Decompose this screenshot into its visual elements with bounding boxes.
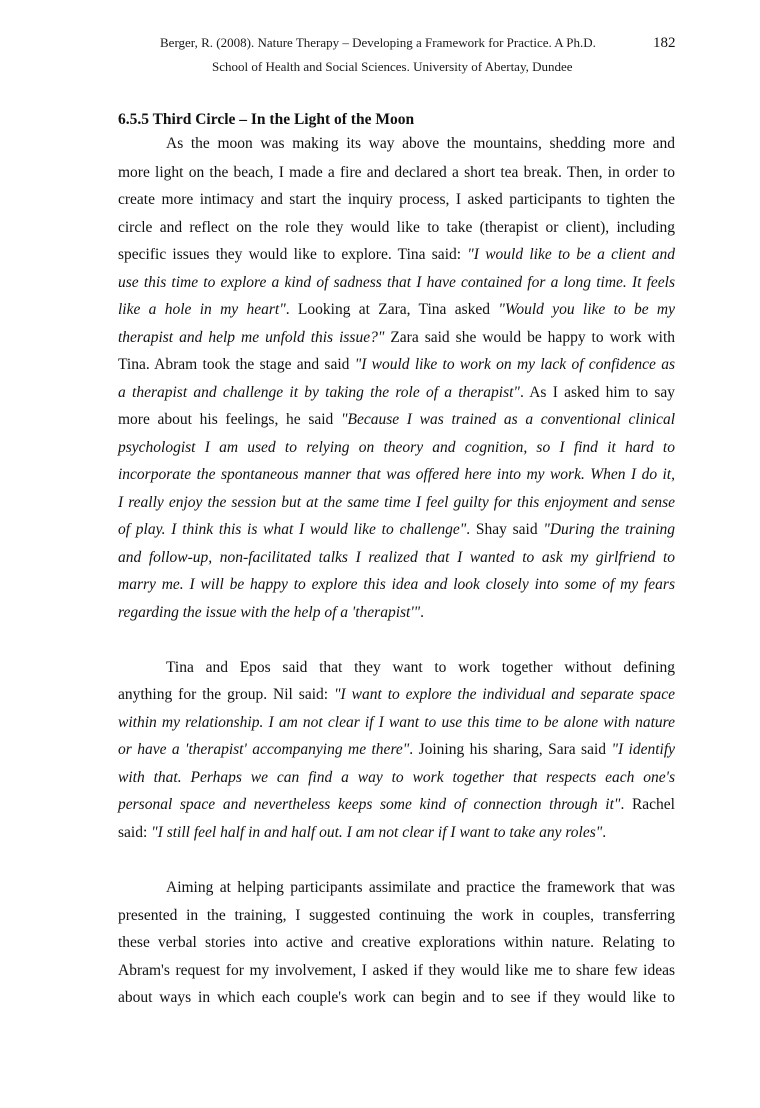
italic-quote-run: "I would like to work on my lack of confidence as bbox=[354, 356, 675, 373]
section-heading: 6.5.5 Third Circle – In the Light of the Moon bbox=[118, 111, 415, 128]
italic-quote-run: or have a 'therapist' accompanying me there" bbox=[118, 741, 410, 758]
italic-quote-run: marry me. I will be happy to explore this idea and look closely into some of my fears bbox=[118, 576, 675, 593]
text-line bbox=[118, 906, 675, 926]
text-line bbox=[118, 218, 675, 238]
italic-quote-run: of play. I think this is what I would like to challenge" bbox=[118, 521, 467, 538]
text-run: . Looking at Zara, Tina asked bbox=[285, 301, 499, 318]
text-line bbox=[118, 988, 675, 1008]
text-line bbox=[118, 795, 675, 815]
text-line bbox=[118, 328, 675, 348]
text-line bbox=[118, 163, 675, 183]
text-line bbox=[118, 493, 675, 513]
text-line bbox=[118, 245, 675, 265]
text-line bbox=[118, 933, 675, 953]
text-run: . As I asked him to say bbox=[519, 384, 676, 401]
text-line bbox=[118, 520, 675, 540]
text-run: anything for the group. Nil said: bbox=[118, 686, 334, 703]
text-line bbox=[118, 740, 675, 760]
text-run: specific issues they would like to explore. Tina said: bbox=[118, 246, 468, 263]
italic-quote-run: "I identify bbox=[611, 741, 676, 758]
italic-quote-run: with that. Perhaps we can find a way to work together that respects each one's bbox=[118, 769, 675, 786]
text-run: . bbox=[602, 824, 607, 841]
text-line bbox=[118, 685, 675, 705]
text-run: . Rachel bbox=[620, 796, 675, 813]
text-line bbox=[118, 438, 675, 458]
text-run: presented in the training, I suggested continuing the work in couples, transferring bbox=[118, 907, 675, 924]
italic-quote-run: use this time to explore a kind of sadness that I have contained for a long time. It feels bbox=[118, 274, 675, 291]
text-line bbox=[166, 878, 675, 898]
text-run: create more intimacy and start the inquiry process, I asked participants to tighten the bbox=[118, 191, 675, 208]
italic-quote-run: and follow-up, non-facilitated talks I realized that I wanted to ask my girlfriend to bbox=[118, 549, 675, 566]
text-run: about ways in which each couple's work can begin and to see if they would like to bbox=[118, 989, 675, 1006]
italic-quote-run: psychologist I am used to relying on theory and cognition, so I find it hard to bbox=[118, 439, 675, 456]
italic-quote-run: "I would like to be a client and bbox=[467, 246, 675, 263]
italic-quote-run: I really enjoy the session but at the same time I feel guilty for this enjoyment and sense bbox=[118, 494, 675, 511]
italic-quote-run: "Would you like to be my bbox=[498, 301, 675, 318]
text-run: . Joining his sharing, Sara said bbox=[409, 741, 612, 758]
text-run: Abram's request for my involvement, I asked if they would like me to share few ideas bbox=[118, 962, 675, 979]
text-line bbox=[118, 300, 675, 320]
text-line bbox=[118, 548, 675, 568]
text-line bbox=[118, 465, 675, 485]
citation-header: Berger, R. (2008). Nature Therapy – Developing a Framework for Practice. A Ph.D. bbox=[160, 35, 596, 50]
text-line bbox=[118, 273, 675, 293]
text-line bbox=[118, 713, 675, 733]
italic-quote-run: incorporate the spontaneous manner that was offered here into my work. When I do it, bbox=[118, 466, 675, 483]
text-run: As the moon was making its way above the mountains, shedding more and bbox=[166, 135, 675, 152]
text-run: Zara said she would be happy to work with bbox=[384, 329, 676, 346]
text-line bbox=[118, 190, 675, 210]
italic-quote-run: therapist and help me unfold this issue?" bbox=[118, 329, 385, 346]
text-run: circle and reflect on the role they would like to take (therapist or client), including bbox=[118, 219, 675, 236]
institution-header: School of Health and Social Sciences. University of Abertay, Dundee bbox=[212, 59, 573, 74]
text-line bbox=[118, 823, 675, 843]
text-line bbox=[118, 603, 675, 623]
italic-quote-run: like a hole in my heart" bbox=[118, 301, 286, 318]
text-run: more about his feelings, he said bbox=[118, 411, 341, 428]
text-line bbox=[118, 961, 675, 981]
text-run: . Shay said bbox=[466, 521, 544, 538]
text-run: . bbox=[420, 604, 425, 621]
italic-quote-run: within my relationship. I am not clear if I want to use this time to be alone with nature bbox=[118, 714, 675, 731]
text-line bbox=[118, 383, 675, 403]
text-line bbox=[166, 134, 675, 154]
text-line bbox=[118, 768, 675, 788]
italic-quote-run: "During the training bbox=[543, 521, 676, 538]
italic-quote-run: regarding the issue with the help of a 'therapist'" bbox=[118, 604, 421, 621]
italic-quote-run: "Because I was trained as a conventional clinical bbox=[340, 411, 676, 428]
text-line bbox=[166, 658, 675, 678]
text-line bbox=[118, 410, 675, 430]
italic-quote-run: "I want to explore the individual and separate space bbox=[334, 686, 675, 703]
page-number: 182 bbox=[653, 35, 676, 51]
text-run: Tina. Abram took the stage and said bbox=[118, 356, 355, 373]
text-run: more light on the beach, I made a fire and declared a short tea break. Then, in order to bbox=[118, 164, 675, 181]
text-line bbox=[118, 355, 675, 375]
text-run: these verbal stories into active and creative explorations within nature. Relating to bbox=[118, 934, 675, 951]
italic-quote-run: "I still feel half in and half out. I am not clear if I want to take any roles" bbox=[151, 824, 603, 841]
italic-quote-run: personal space and nevertheless keeps some kind of connection through it" bbox=[118, 796, 621, 813]
text-run: Tina and Epos said that they want to work together without defining bbox=[166, 659, 675, 676]
text-line bbox=[118, 575, 675, 595]
italic-quote-run: a therapist and challenge it by taking the role of a therapist" bbox=[118, 384, 520, 401]
text-run: said: bbox=[118, 824, 152, 841]
text-run: Aiming at helping participants assimilate and practice the framework that was bbox=[166, 879, 675, 896]
